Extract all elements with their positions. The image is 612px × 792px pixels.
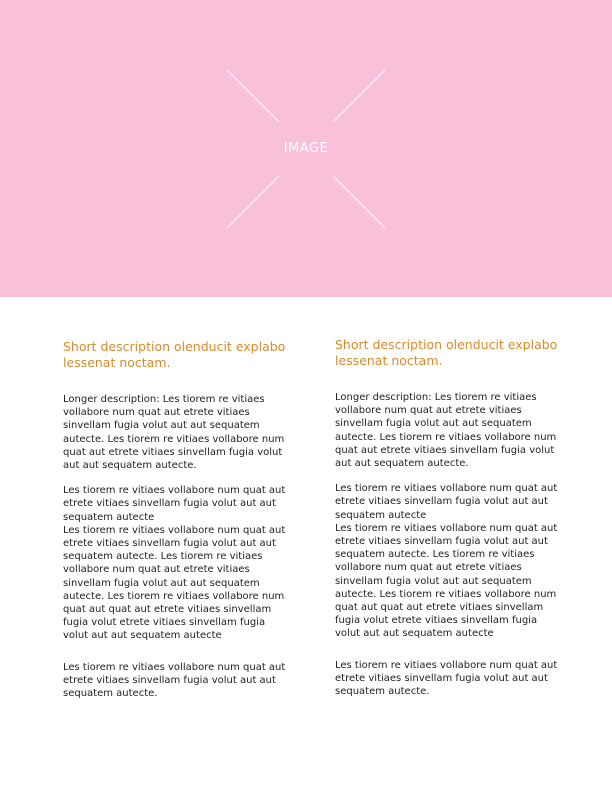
body-paragraph: Les tiorem re vitiaes vollabore num quat aut etrete vitiaes sinvellam fugia volut aut aut sequatem autecte bbox=[335, 483, 558, 521]
image-placeholder-label: IMAGE bbox=[283, 141, 329, 156]
body-paragraph: Les tiorem re vitiaes vollabore num quat aut etrete vitiaes sinvellam fugia volut aut aut sequatem autecte. Les tiorem re vitiaes vollabore num quat aut etrete vitiaes sinvellam fugia volut aut aut sequatem autecte. Les tiorem re vitiaes vollabore num quat aut quat aut etrete vitiaes sinvellam fugia volut etrete vitiaes sinvellam fugia volut aut aut sequatem autecte bbox=[335, 522, 558, 640]
text-column-right bbox=[335, 337, 560, 698]
short-description: Short description olenducit explabo lessenat noctam. bbox=[335, 337, 558, 368]
hero-image-placeholder bbox=[0, 0, 612, 297]
body-paragraph: Les tiorem re vitiaes vollabore num quat aut etrete vitiaes sinvellam fugia volut aut aut sequatem autecte. Les tiorem re vitiaes vollabore num quat aut etrete vitiaes sinvellam fugia volut aut aut sequatem autecte. Les tiorem re vitiaes vollabore num quat aut quat aut etrete vitiaes sinvellam fugia volut etrete vitiaes sinvellam fugia volut aut aut sequatem autecte bbox=[63, 524, 286, 642]
body-paragraph: Les tiorem re vitiaes vollabore num quat aut etrete vitiaes sinvellam fugia volut aut aut sequatem autecte bbox=[63, 485, 286, 523]
short-description: Short description olenducit explabo lessenat noctam. bbox=[63, 339, 286, 370]
longer-description: Longer description: Les tiorem re vitiaes vollabore num quat aut etrete vitiaes sinvellam fugia volut aut aut sequatem autecte. Les tiorem re vitiaes vollabore num quat aut etrete vitiaes sinvellam fugia volut aut aut sequatem autecte. bbox=[63, 394, 285, 472]
body-paragraph: Les tiorem re vitiaes vollabore num quat aut etrete vitiaes sinvellam fugia volut aut aut sequatem autecte. bbox=[335, 659, 558, 698]
longer-description: Longer description: Les tiorem re vitiaes vollabore num quat aut etrete vitiaes sinvellam fugia volut aut aut sequatem autecte. Les tiorem re vitiaes vollabore num quat aut etrete vitiaes sinvellam fugia volut aut aut sequatem autecte. bbox=[335, 392, 557, 470]
body-paragraph: Les tiorem re vitiaes vollabore num quat aut etrete vitiaes sinvellam fugia volut aut aut sequatem autecte. bbox=[63, 661, 286, 700]
text-column-left bbox=[63, 339, 288, 700]
